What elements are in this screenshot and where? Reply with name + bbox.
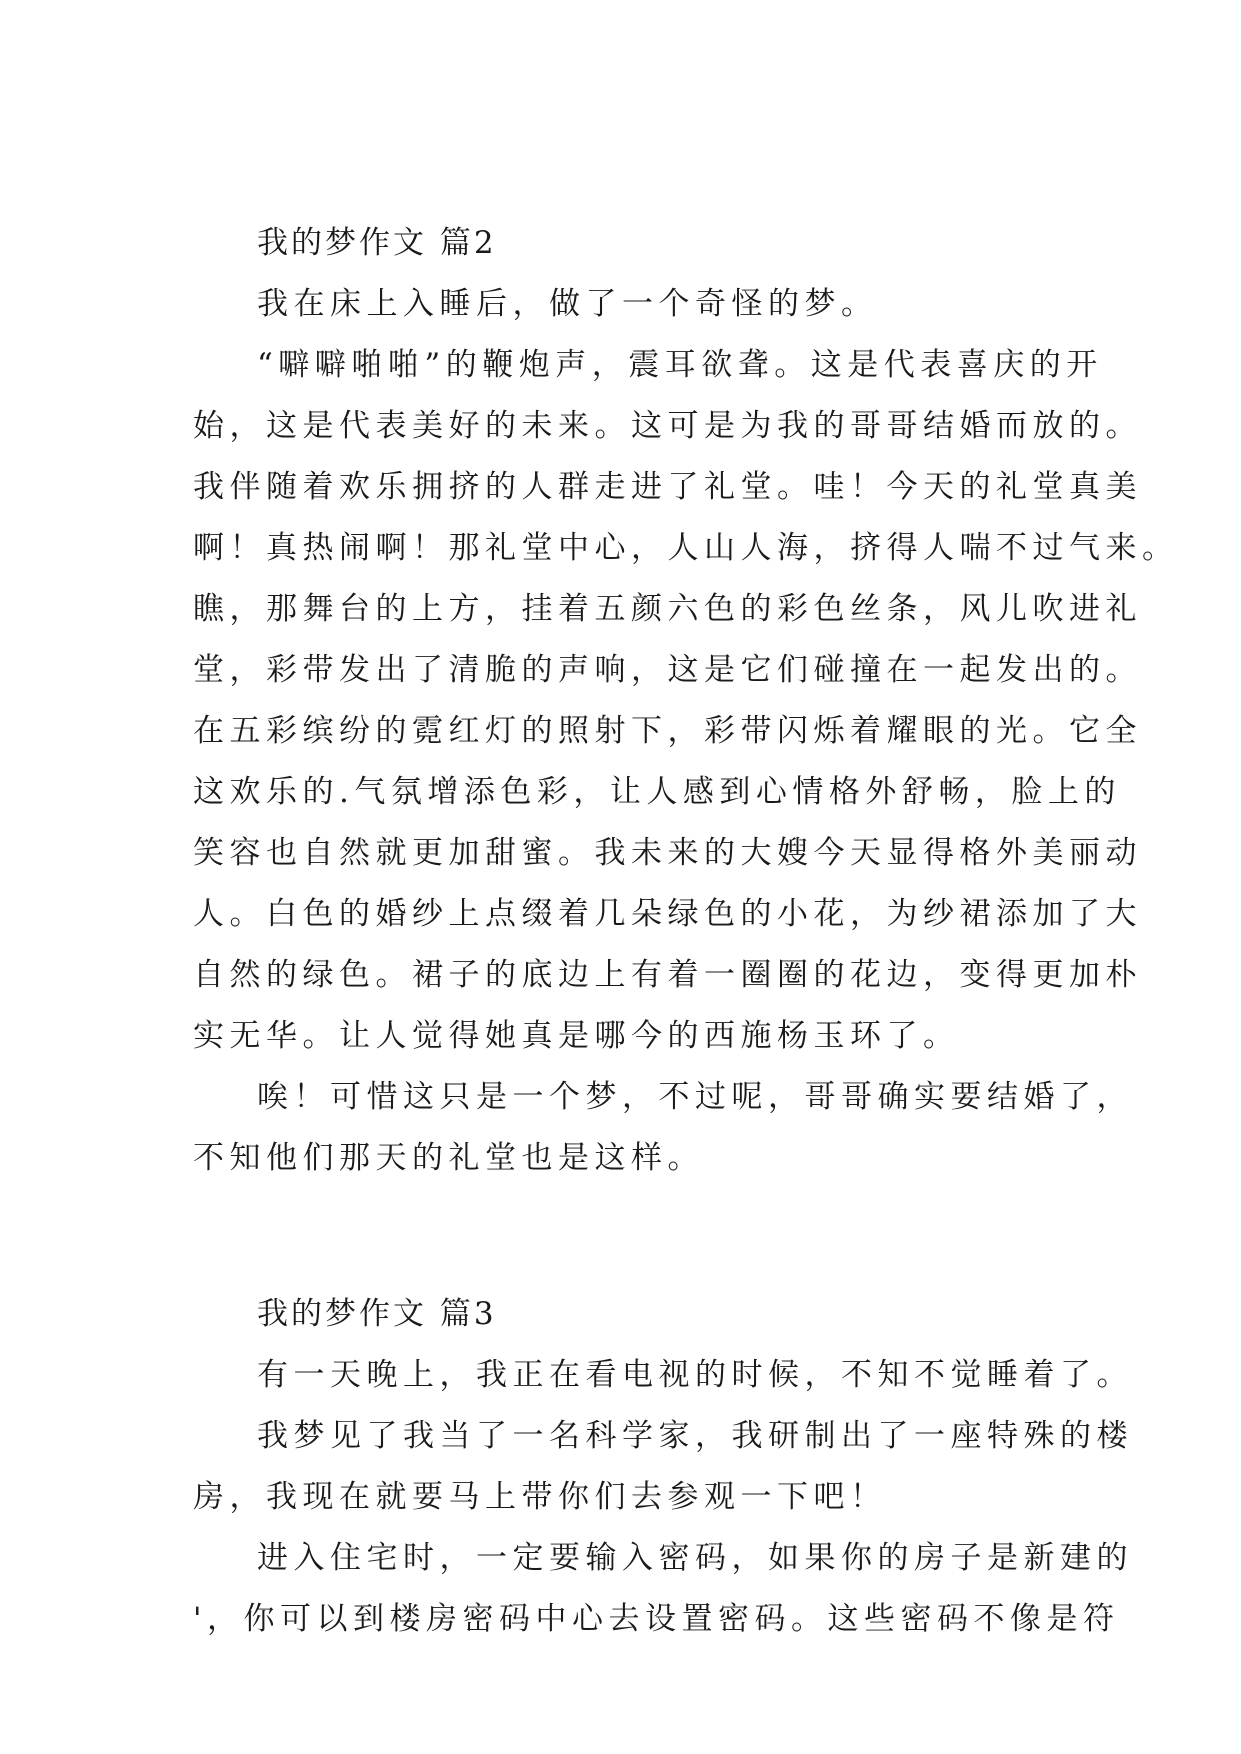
paragraph-line: 唉！可惜这只是一个梦，不过呢，哥哥确实要结婚了， (257, 1079, 1133, 1115)
paragraph-line: 不知他们那天的礼堂也是这样。 (193, 1140, 704, 1176)
paragraph-line: 瞧，那舞台的上方，挂着五颜六色的彩色丝条，风儿吹进礼 (193, 591, 1142, 627)
paragraph-line: 实无华。让人觉得她真是哪今的西施杨玉环了。 (193, 1018, 960, 1054)
paragraph-line: '，你可以到楼房密码中心去设置密码。这些密码不像是符 (193, 1601, 1120, 1637)
section-heading: 我的梦作文 篇2 (257, 225, 497, 261)
paragraph-line: 始，这是代表美好的未来。这可是为我的哥哥结婚而放的。 (193, 408, 1142, 444)
section-spacer (193, 1189, 1083, 1284)
paragraph-line: 人。白色的婚纱上点缀着几朵绿色的小花，为纱裙添加了大 (193, 896, 1142, 932)
paragraph-line: 这欢乐的.气氛增添色彩，让人感到心情格外舒畅，脸上的 (193, 774, 1121, 810)
paragraph-line: 我伴随着欢乐拥挤的人群走进了礼堂。哇！今天的礼堂真美 (193, 469, 1142, 505)
paragraph-line: 自然的绿色。裙子的底边上有着一圈圈的花边，变得更加朴 (193, 957, 1142, 993)
paragraph-line: 笑容也自然就更加甜蜜。我未来的大嫂今天显得格外美丽动 (193, 835, 1142, 871)
paragraph-line: 进入住宅时，一定要输入密码，如果你的房子是新建的 (257, 1540, 1133, 1576)
paragraph-line: “噼噼啪啪”的鞭炮声，震耳欲聋。这是代表喜庆的开 (257, 347, 1103, 383)
essay-section (193, 1284, 1133, 1650)
document-body (193, 213, 1179, 1650)
paragraph-line: 房，我现在就要马上带你们去参观一下吧！ (193, 1479, 887, 1515)
paragraph-line: 我在床上入睡后，做了一个奇怪的梦。 (257, 286, 878, 322)
paragraph-line: 啊！真热闹啊！那礼堂中心，人山人海，挤得人喘不过气来。 (193, 530, 1179, 566)
paragraph-line: 有一天晚上，我正在看电视的时候，不知不觉睡着了。 (257, 1357, 1133, 1393)
essay-section (193, 213, 1179, 1189)
section-heading: 我的梦作文 篇3 (257, 1296, 497, 1332)
paragraph-line: 堂，彩带发出了清脆的声响，这是它们碰撞在一起发出的。 (193, 652, 1142, 688)
paragraph-line: 在五彩缤纷的霓红灯的照射下，彩带闪烁着耀眼的光。它全 (193, 713, 1142, 749)
paragraph-line: 我梦见了我当了一名科学家，我研制出了一座特殊的楼 (257, 1418, 1133, 1454)
